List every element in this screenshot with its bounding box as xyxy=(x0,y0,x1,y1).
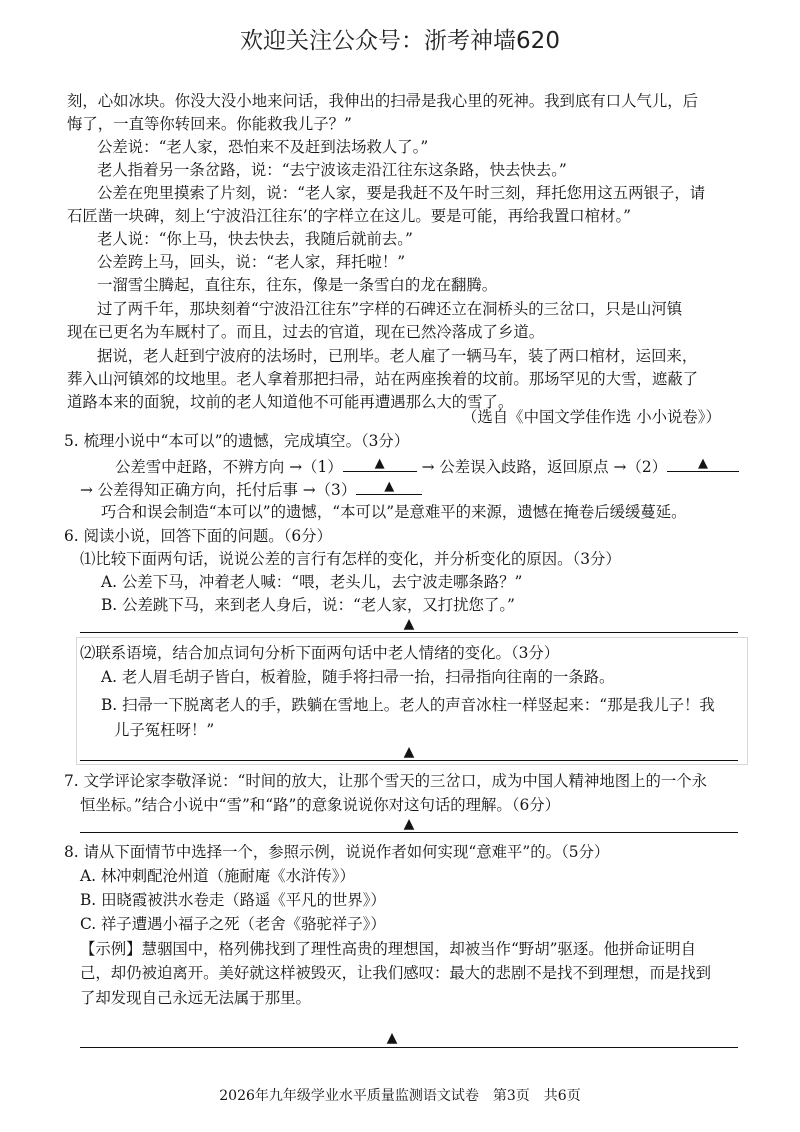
question-6-title: 6. 阅读小说，回答下面的问题。（6分） xyxy=(64,527,332,545)
page-footer: 2026年九年级学业水平质量监测语文试卷 第3页 共6页 xyxy=(219,1088,581,1104)
answer-triangle-icon: ▲ xyxy=(374,456,385,471)
story-line: 道路本来的面貌，坟前的老人知道他不可能再遭遇那么大的雪了。 xyxy=(67,393,514,411)
q8-example-line-2: 己，却仍被迫离开。美好就这样被毁灭，让我们感叹：最大的悲剧不是找不到理想，而是找到 xyxy=(80,964,712,982)
story-line: 刻，心如冰块。你没大没小地来问话，我伸出的扫帚是我心里的死神。我到底有口人气儿，后 xyxy=(67,92,699,110)
answer-triangle-icon: ▲ xyxy=(403,616,415,632)
q8-example-line-3: 了却发现自己永远无法属于那里。 xyxy=(80,989,311,1007)
q5-row-2 xyxy=(80,478,422,501)
q6-answer-line-2[interactable] xyxy=(80,760,738,761)
q6-sub-1: ⑴比较下面两句话，说说公差的言行有怎样的变化，并分析变化的原因。（3分） xyxy=(80,550,621,568)
page-header: 欢迎关注公众号：浙考神墙620 xyxy=(240,28,560,54)
story-source: （选自《中国文学佳作选 小小说卷》） xyxy=(462,408,721,426)
story-line: 公差在兜里摸索了片刻，说：“老人家，要是我赶不及午时三刻，拜托您用这五两银子，请 xyxy=(97,184,706,202)
story-line: 葬入山河镇郊的坟地里。老人拿着那把扫帚，站在两座挨着的坟前。那场罕见的大雪，遮蔽了 xyxy=(67,370,699,388)
q7-answer-line[interactable] xyxy=(80,832,738,833)
q6-sentence-c: A. 老人眉毛胡子皆白，板着脸，随手将扫帚一抬，扫帚指向往南的一条路。 xyxy=(101,668,615,686)
q8-option-c: C. 祥子遭遇小福子之死（老舍《骆驼祥子》） xyxy=(80,915,386,933)
story-line: 老人指着另一条岔路，说：“去宁波该走沿江往东这条路，快去快去。” xyxy=(97,161,567,179)
q6-sentence-d-line-1: B. 扫帚一下脱离老人的手，跌躺在雪地上。老人的声音冰柱一样竖起来：“那是我儿子！我 xyxy=(101,696,715,714)
answer-triangle-icon: ▲ xyxy=(384,479,395,494)
story-line: 现在已更名为车厩村了。而且，过去的官道，现在已然冷落成了乡道。 xyxy=(67,323,545,341)
q5-blank-3[interactable] xyxy=(356,478,422,495)
answer-triangle-icon: ▲ xyxy=(698,456,709,471)
story-line: 一溜雪尘腾起，直往东，往东，像是一条雪白的龙在翻腾。 xyxy=(97,276,498,294)
q5-summary: 巧合和误会制造“本可以”的遗憾，“本可以”是意难平的来源，遗憾在掩卷后缓缓蔓延。 xyxy=(101,503,687,521)
q5-blank-2[interactable] xyxy=(667,455,739,472)
story-line: 悔了，一直等你转回来。你能救我儿子？” xyxy=(67,115,352,133)
q5-blank-1[interactable] xyxy=(343,455,417,472)
answer-triangle-icon: ▲ xyxy=(403,816,415,832)
question-8-title: 8. 请从下面情节中选择一个，参照示例，说说作者如何实现“意难平”的。（5分） xyxy=(64,843,610,861)
story-line: 石匠凿一块碑，刻上‘宁波沿江往东’的字样立在这儿。要是可能，再给我置口棺材。” xyxy=(67,207,632,225)
q8-answer-line[interactable] xyxy=(80,1047,738,1048)
answer-triangle-icon: ▲ xyxy=(403,744,415,760)
story-line: 公差跨上马，回头，说：“老人家，拜托啦！” xyxy=(97,253,406,271)
q6-sentence-a: A. 公差下马，冲着老人喊：“喂，老头儿，去宁波走哪条路？” xyxy=(101,573,523,591)
q6-answer-line-1[interactable] xyxy=(80,632,738,633)
q6-sentence-d-line-2: 儿子冤枉呀！” xyxy=(114,721,215,739)
q6-sentence-b: B. 公差跳下马，来到老人身后，说：“老人家，又打扰您了。” xyxy=(101,596,515,614)
q8-example-line-1: 【示例】慧骃国中，格列佛找到了理性高贵的理想国，却被当作“野胡”驱逐。他拼命证明自 xyxy=(80,940,696,958)
q5-step-3-text: → 公差得知正确方向，托付后事 →（3） xyxy=(80,481,357,499)
q8-option-b: B. 田晓霞被洪水卷走（路遥《平凡的世界》） xyxy=(80,891,386,909)
story-line: 过了两千年，那块刻着“宁波沿江往东”字样的石碑还立在洞桥头的三岔口，只是山河镇 xyxy=(97,300,683,318)
story-line: 公差说：“老人家，恐怕来不及赶到法场救人了。” xyxy=(97,138,429,156)
question-7-line-1: 7. 文学评论家李敬泽说：“时间的放大，让那个雪天的三岔口，成为中国人精神地图上的一个永 xyxy=(64,772,708,790)
q5-row-1 xyxy=(115,455,739,478)
story-line: 据说，老人赶到宁波府的法场时，已刑毕。老人雇了一辆马车，装了两口棺材，运回来， xyxy=(97,347,698,365)
q5-step-2-text: → 公差误入歧路，返回原点 →（2） xyxy=(421,458,668,476)
question-7-line-2: 恒坐标。”结合小说中“雪”和“路”的意象说说你对这句话的理解。（6分） xyxy=(80,796,561,814)
question-5-title: 5. 梳理小说中“本可以”的遗憾，完成填空。（3分） xyxy=(64,432,410,450)
q8-option-a: A. 林冲刺配沧州道（施耐庵《水浒传》） xyxy=(80,867,355,885)
answer-triangle-icon: ▲ xyxy=(386,1030,398,1046)
q5-step-1-text: 公差雪中赶路，不辨方向 →（1） xyxy=(115,458,343,476)
story-line: 老人说：“你上马，快去快去，我随后就前去。” xyxy=(97,230,413,248)
q6-sub-2: ⑵联系语境，结合加点词句分析下面两句话中老人情绪的变化。（3分） xyxy=(80,644,560,662)
